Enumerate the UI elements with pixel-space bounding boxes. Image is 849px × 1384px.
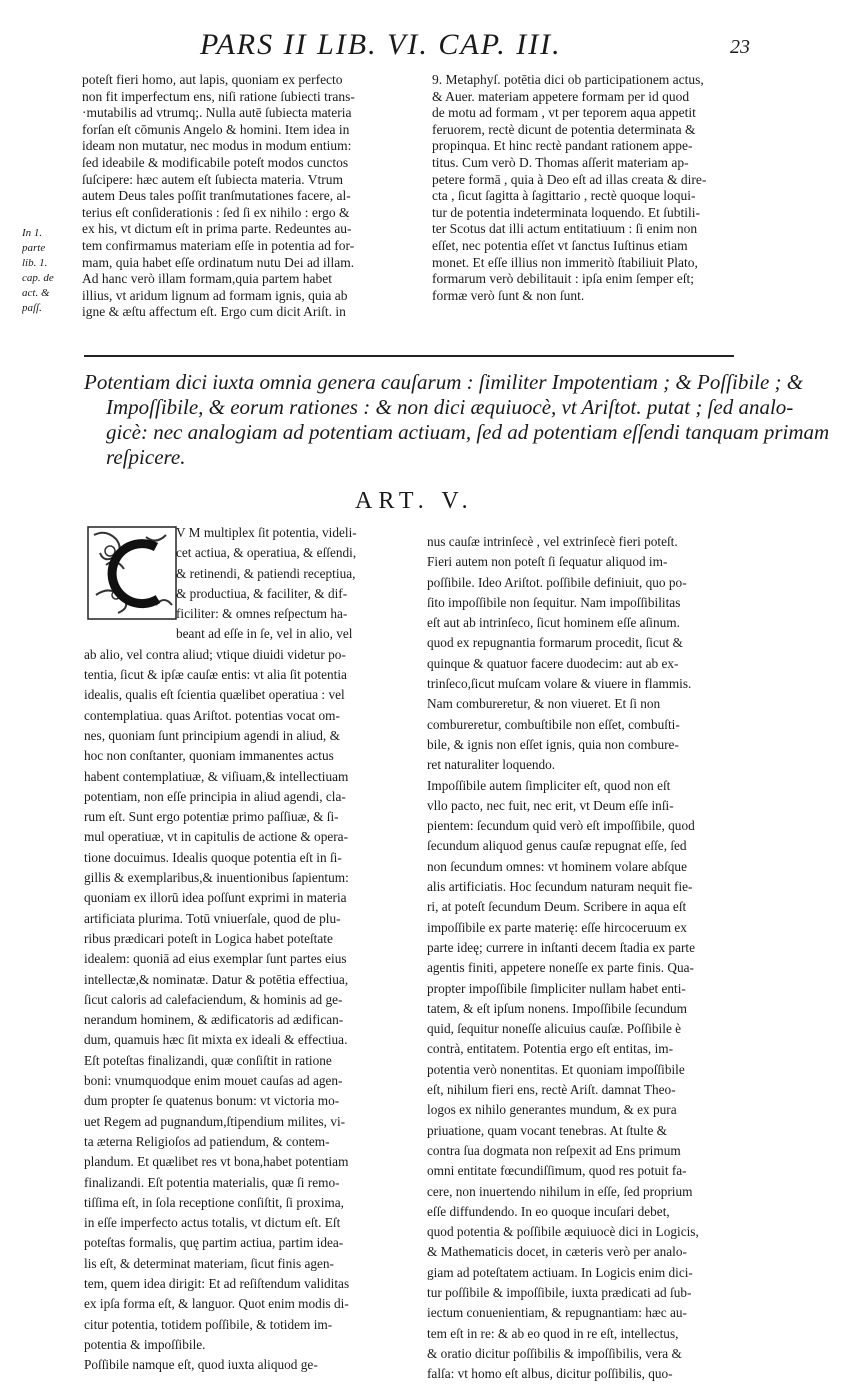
text-line: plandum. Et quælibet res vt bona,habet potentiam [84,1154,349,1170]
text-line: gillis & exemplaribus,& inuentionibus ſapientum: [84,870,349,886]
text-line: & retinendi, & patiendi receptiua, [176,565,356,581]
text-line: ·mutabilis ad vtrumq;. Nulla autē ſubiecta materia [82,105,352,121]
text-line: in eſſe imperfecto actus totalis, vt dictum eſt. Eſt [84,1215,341,1231]
text-line: tur poſſibile & impoſſibile, iuxta prædicati ad ſub- [427,1284,692,1300]
text-line: forſan eſt cōmunis Angelo & homini. Item idea in [82,121,350,137]
text-line: propinqua. Et hinc rectè pandant rationem appe- [432,138,693,154]
text-line: eſſe diffundendo. In eo quoque incuſari debet, [427,1203,670,1219]
text-line: citur potentia, totidem poſſibile, & totidem im- [84,1316,333,1332]
text-line: tione docuimus. Idealis quoque potentia eſt in ſi- [84,849,342,865]
text-line: tem confirmamus materiam eſſe in potentia ad for- [82,237,355,253]
text-line: nes, quoniam ſunt principium agendi in aliud, & [84,727,340,743]
section-rule [84,355,734,357]
text-line: cere, non inuertendo nihilum in eſſe, ſed proprium [427,1183,693,1199]
text-line: non fit imperfectum ens, niſi ratione ſubiecti trans- [82,88,355,104]
text-line: pientem: ſecundum quid verò eſt impoſſibile, quod [427,818,695,834]
text-line: poteſt fieri homo, aut lapis, quoniam ex perfecto [82,72,343,87]
text-line: priuatione, quam vocant tenebras. At ſtulte & [427,1122,668,1138]
text-line: tem, quem idea dirigit: Et ad reſiſtendum validitas [84,1275,350,1291]
text-line: alis artificiatis. Hoc ſecundum naturam nequit fie- [427,879,693,895]
text-line: idealem: quoniā ad eius exemplar ſunt partes eius [84,951,347,967]
text-line: logos ex nihilo generantes mundum, & ex pura [427,1102,677,1118]
margin-note [22,226,82,316]
text-line: poſſibile. Ideo Ariſtot. poſſibile definiuit, quo po- [427,574,687,590]
text-line: cet actiua, & operatiua, & eſſendi, [176,545,357,561]
text-line: falſa: vt homo eſt albus, dicitur poſſibilis, quo- [427,1366,673,1382]
text-line: mul operatiuæ, vt in capitulis de actione & opera- [84,829,349,845]
text-line: ſed ideabile & modificabile poteſt modos cunctos [82,154,349,170]
text-line: eſt aut ab intrinſeco, ſicut hominem eſſe aſinum. [427,615,680,631]
text-line: mam, quia habet eſſe ordinatum nutu Dei ad illam. [82,254,355,270]
text-line: lis eſt, & determinat materiam, ſicut finis agen- [84,1255,334,1271]
text-line: non ſecundum omnes: vt hominem volare abſque [427,858,687,874]
text-line: quod potentia & poſſibile æquiuocè dici in Logicis, [427,1224,699,1240]
text-line: de motu ad formam , vt per teporem aqua appetit [432,105,696,121]
text-line: potentiam, non eſſe principia in aliud agendi, cla- [84,788,346,804]
text-line: intellectæ,& nominatæ. Datur & potētia effectiua, [84,971,349,987]
text-line: tem eſt in re: & ab eo quod in re eſt, intellectus, [427,1325,679,1341]
text-line: formæ verò ſunt & non ſunt. [432,287,585,303]
text-line: Nam combureretur, & non viueret. Et ſi non [427,696,661,712]
top-left-column [82,72,432,321]
text-line: contrà, entitatem. Potentia ergo eſt entitas, im- [427,1041,674,1057]
text-line: terius eſt conſiderationis : ſed ſi ex nihilo : ergo & [82,204,350,220]
text-line: ficiliter: & omnes reſpectum ha- [176,606,348,622]
text-line: agentis finiti, appetere noneſſe ex parte finis. Qua- [427,960,694,976]
text-line: quod ex repugnantia formarum procedit, ſicut & [427,635,683,651]
margin-note-line: parte [22,242,46,254]
text-line: propter impoſſibile ſimpliciter nullam habet enti- [427,980,686,996]
summary-line: gicè: nec analogiam ad potentiam actiuam, ſed ad potentiam eſſendi tanquam primam [106,420,830,444]
text-line: tentia, ſicut & ipſæ cauſæ entis: vt alia ſit potentia [84,667,347,683]
text-line: ri, at poteſt ſecundum Deum. Scribere in aqua eſt [427,899,687,915]
bottom-right-column [427,532,772,1384]
text-line: dum propter ſe quatenus bonum: vt victoria mo- [84,1093,340,1109]
text-line: potentia & impoſſibile. [84,1336,206,1352]
summary-line: Impoſſibile, & eorum rationes : & non dici æquiuocè, vt Ariſtot. putat ; ſed analo- [106,395,794,419]
margin-note-line: cap. de [22,272,54,284]
text-line: quoniam ex illorū idea poſſunt exprimi in materia [84,890,347,906]
text-line: & Auer. materiam appetere formam per id quod [432,88,690,104]
text-line: ſito impoſſibile non ſequitur. Nam impoſſibilitas [427,594,681,610]
text-line: ab alio, vel contra aliud; vtique diuidi videtur po- [84,646,346,662]
text-line: nerandum hominem, & ædificatoris ad ædifican- [84,1012,344,1028]
text-line: boni: vnumquodque enim mouet cauſas ad agen- [84,1073,343,1089]
text-line: quid, ſequitur noneſſe alicuius cauſæ. Poſſibile è [427,1021,682,1037]
text-line: Fieri autem non poteſt ſi ſequatur aliquod im- [427,554,668,570]
chapter-summary [84,370,830,470]
text-line: bile, & ignis non eſſet ignis, quia non combure- [427,736,679,752]
text-line: ex ipſa forma eſt, & languor. Quot enim modis di- [84,1296,349,1312]
text-line: Poſſibile namque eſt, quod iuxta aliquod ge- [84,1357,318,1373]
text-line: quinque & quatuor facere duodecim: aut ab ex- [427,655,679,671]
text-line: titus. Cum verò D. Thomas aſſerit materiam ap- [432,154,689,170]
text-line: illius, vt aridum lignum ad formam ignis, quia ab [82,287,348,303]
text-line: formarum verò debilitauit : ipſa enim ſemper eſt; [432,271,695,287]
text-line: beant ad eſſe in ſe, vel in alio, vel [176,626,353,642]
text-line: Eſt poteſtas finalizandi, quæ conſiſtit in ratione [84,1052,332,1068]
text-line: V M multiplex ſit potentia, videli- [176,525,357,540]
text-line: ex his, vt dictum eſt in prima parte. Redeuntes au- [82,221,352,237]
text-line: contra ſua dogmata non reſpexit ad Ens primum [427,1142,681,1158]
text-line: ſecundum aliquod genus cauſæ repugnat eſſe, ſed [427,838,687,854]
margin-note-line: lib. 1. [22,257,48,269]
text-line: ter Scotus dat illi actum entitatiuum : ſi enim non [432,221,698,237]
text-line: dum, quamuis hæc ſit mixta ex ideali & effectiua. [84,1032,348,1048]
margin-note-line: paſſ. [22,302,42,314]
text-line: habent contemplatiuæ, & viſiuam,& intellectiuam [84,768,349,784]
text-line: tatem, & eſt ipſum nonens. Impoſſibile ſecundum [427,1000,687,1016]
text-line: hoc non conſtanter, quoniam immanentes actus [84,748,334,764]
text-line: vllo pacto, nec fuit, nec erit, vt Deum eſſe inſi- [427,797,674,813]
text-line: ribus prædicari poteſt in Logica habet poteſtate [84,930,333,946]
text-line: uet Regem ad pugnandum,ſtipendium milites, vi- [84,1113,346,1129]
text-line: Ad hanc verò illam formam,quia partem habet [82,271,333,287]
text-line: tiſſima eſt, in ſola receptione conſiſtit, ſi proxima, [84,1194,344,1210]
summary-line: Potentiam dici iuxta omnia genera cauſarum : ſimiliter Impotentiam ; & Poſſibile ; & [84,370,804,394]
text-line: giam ad poteſtatem actiuam. In Logicis enim dici- [427,1264,693,1280]
text-line: autem Deus tales poſſit tranſmutationes facere, al- [82,188,351,204]
text-line: ſicut caloris ad calefaciendum, & hominis ad ge- [84,991,343,1007]
text-line: iectum conuenientiam, & repugnantiam: hæc au- [427,1305,687,1321]
text-line: eſſet, nec potentia eſſet vt ſanctus Iuſtinus etiam [432,237,688,253]
text-line: poteſtas formalis, quę partim actiua, partim idea- [84,1235,344,1251]
text-line: nus cauſæ intrinſecè , vel extrinſecè fieri poteſt. [427,534,678,549]
text-line: artificiata plurima. Totū vniuerſale, quod de plu- [84,910,341,926]
summary-line: reſpicere. [106,445,186,469]
text-line: contemplatiua. quas Ariſtot. potentias vocat om- [84,707,340,723]
top-right-column [432,72,772,304]
text-line: ideam non mutatur, nec modus in modum entium: [82,138,352,154]
margin-note-line: In 1. [22,227,43,239]
text-line: monet. Et eſſe illius non immeritò ſtabiliuit Plato, [432,254,698,270]
text-line: parte ideę; currere in inſtanti decem ſtadia ex parte [427,939,696,955]
text-line: petere formā , quia à Deo eſt ad illas creata & dire- [432,171,707,187]
text-line: potentia verò nonentitas. Et quoniam impoſſibile [427,1061,685,1077]
margin-note-line: act. & [22,287,50,299]
text-line: omni entitate fœcundiſſimum, quod res potuit fa- [427,1163,687,1179]
text-line: igne & æſtu affectum eſt. Ergo cum dicit Ariſt. in [82,304,346,320]
text-line: ta æterna Religioſos ad patiendum, & contem- [84,1133,330,1149]
text-line: rum eſt. Sunt ergo potentiæ primo paſſiuæ, & ſi- [84,809,339,825]
article-heading: ART. V. [355,488,474,514]
text-line: impoſſibile ex parte materię: eſſe hircoceruum ex [427,919,687,935]
text-line: trinſeco,ſicut muſcam volare & viuere in flammis. [427,676,692,692]
text-line: combureretur, combuſtibile non eſſet, combuſti- [427,716,680,732]
text-line: 9. Metaphyſ. potētia dici ob participationem actus, [432,72,704,87]
running-title: PARS II LIB. VI. CAP. III. [200,28,562,61]
text-line: finalizandi. Eſt potentia materialis, quæ ſi remo- [84,1174,340,1190]
text-line: & Mathematicis docet, in cæteris verò per analo- [427,1244,687,1260]
page-number: 23 [730,36,750,58]
text-line: eſt, nihilum fieri ens, rectè Ariſt. damnat Theo- [427,1082,676,1098]
text-line: cta , ſicut ſagitta à ſagittario , rectè quoque loqui- [432,188,696,204]
text-line: Impoſſibile autem ſimpliciter eſt, quod non eſt [427,777,671,793]
text-line: tur de potentia indeterminata loquendo. Et ſubtili- [432,204,701,220]
bottom-left-column [84,523,414,1375]
text-line: feruorem, rectè dicunt de potentia determinata & [432,121,696,137]
text-line: ret naturaliter loquendo. [427,757,556,773]
text-line: & oratio dicitur poſſibilis & impoſſibilis, vera & [427,1345,682,1361]
text-line: ſuſcipere: hæc autem eſt ſubiecta materia. Vtrum [82,171,344,187]
text-line: idealis, qualis eſt ſcientia quælibet operatiua : vel [84,687,345,703]
text-line: & productiua, & faciliter, & dif- [176,585,348,601]
